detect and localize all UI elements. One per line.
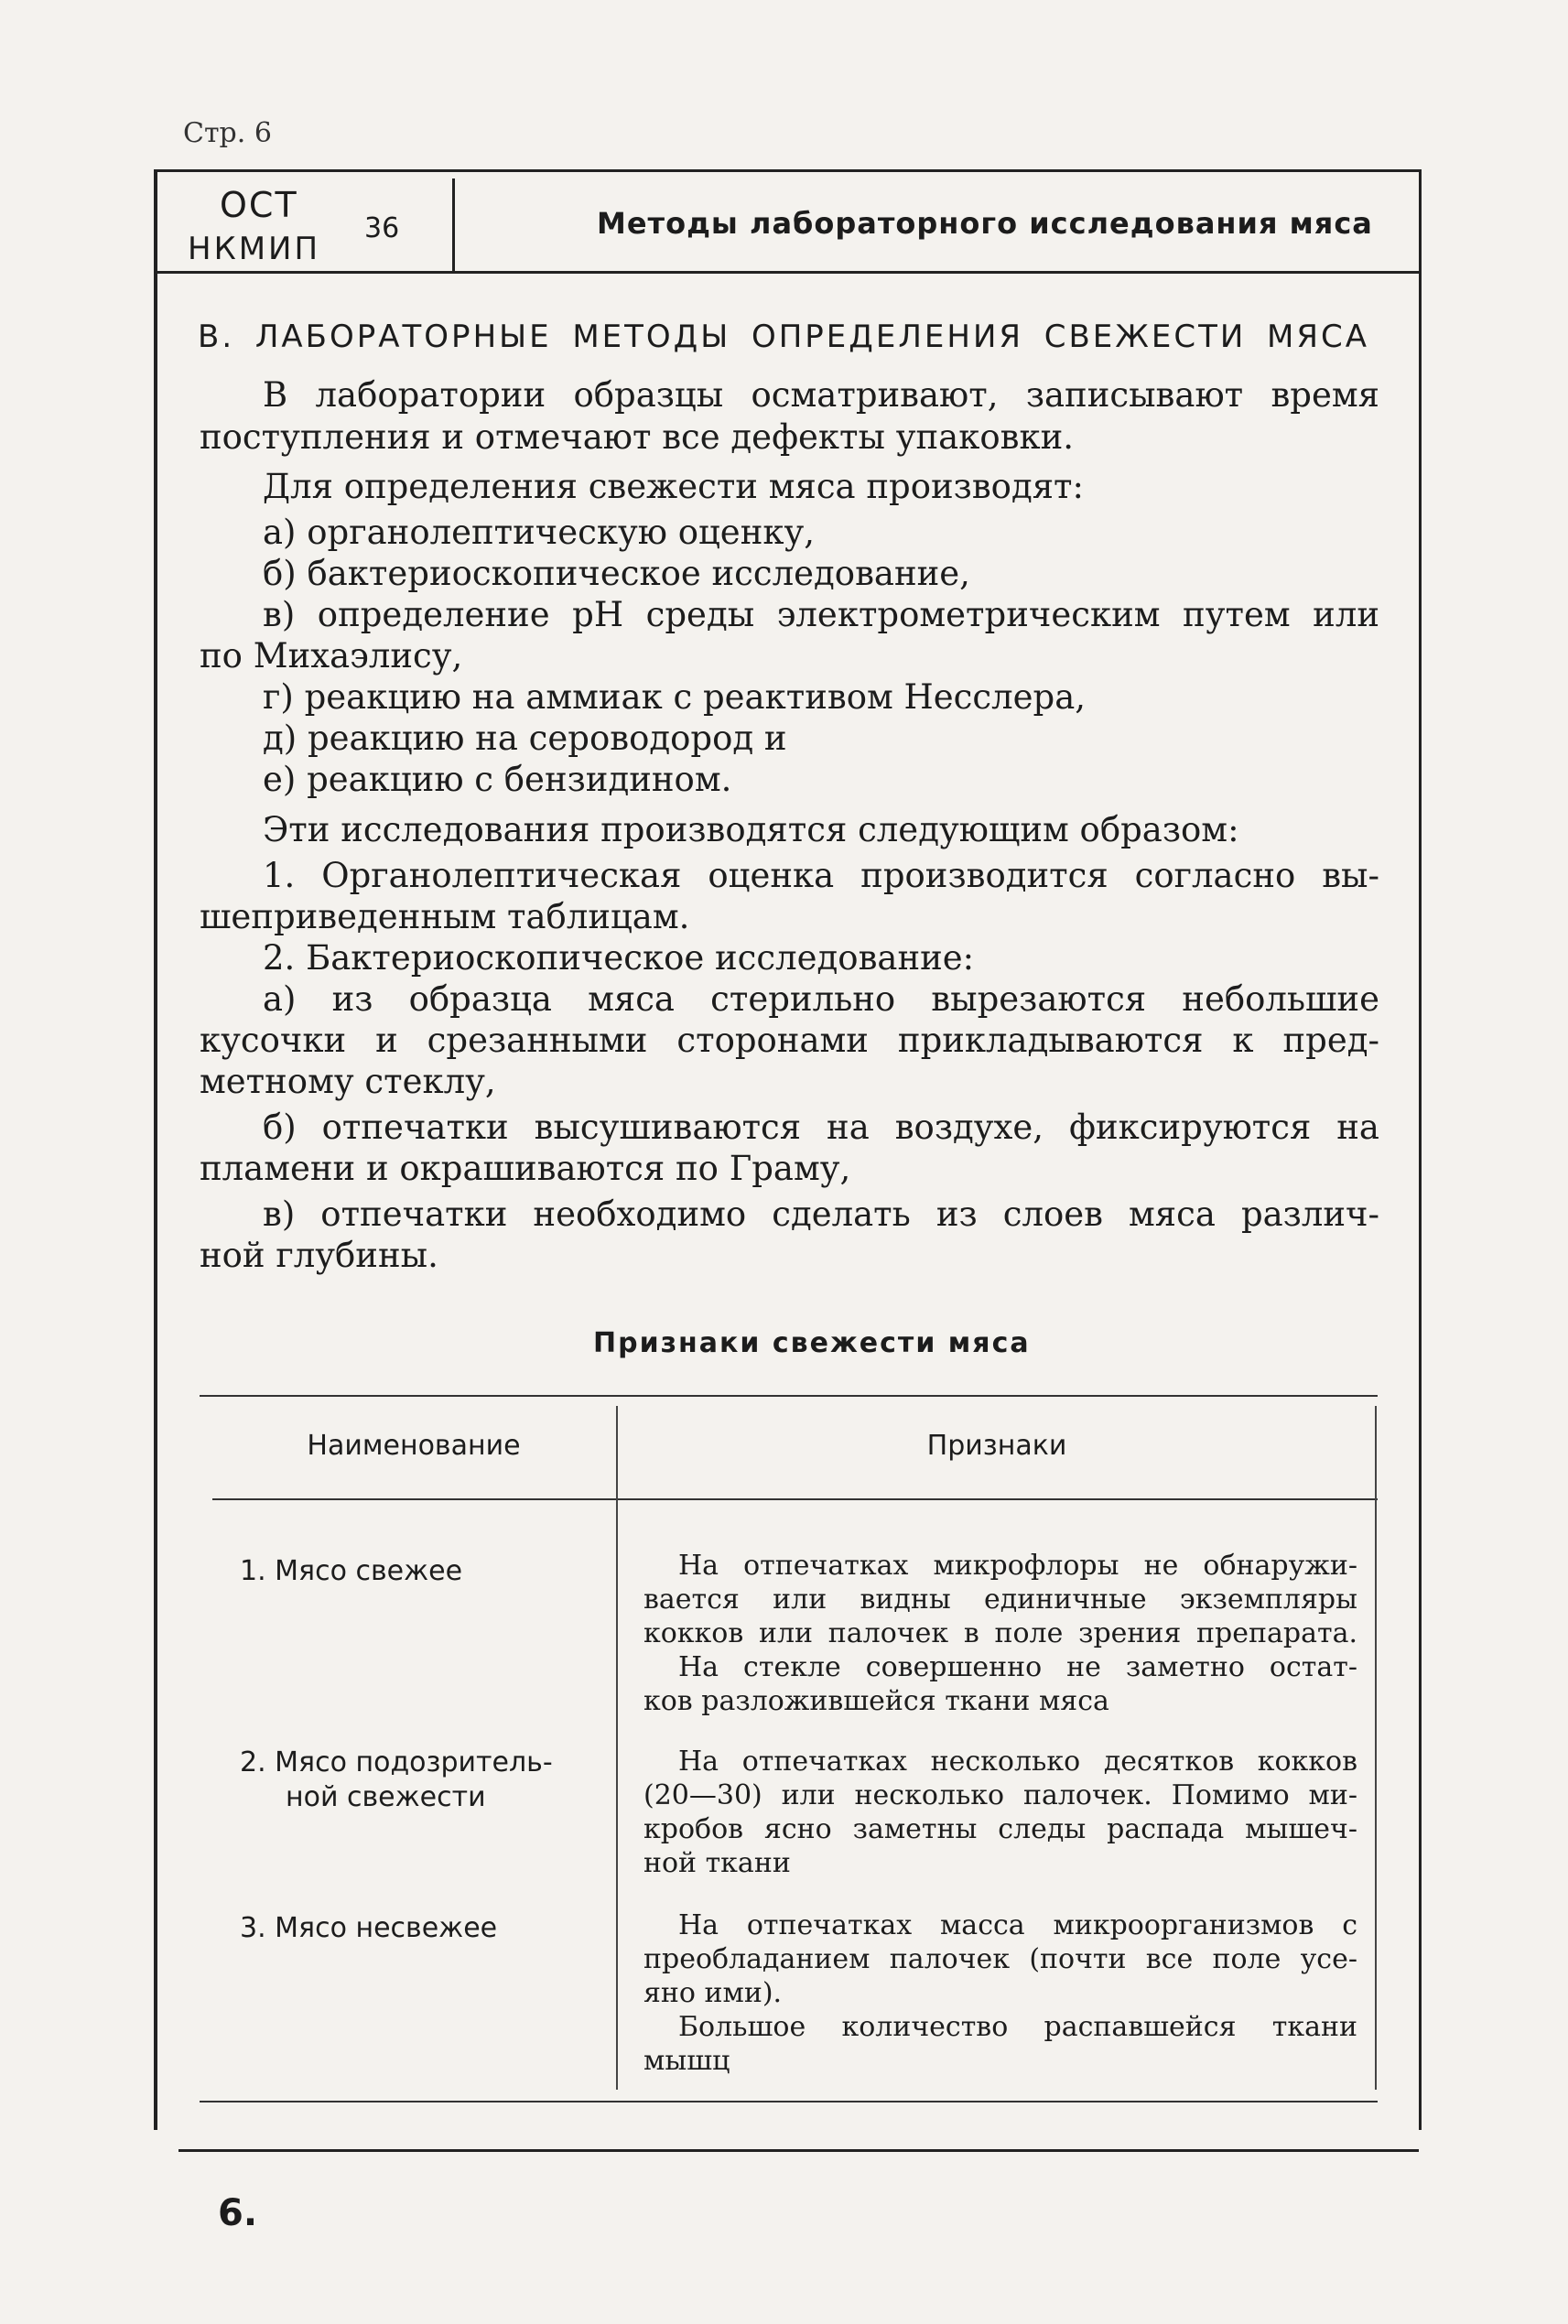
list-item: по Михаэлису, xyxy=(200,636,463,676)
footer-rule xyxy=(178,2149,1419,2152)
list-item: г) реакцию на аммиак с реактивом Несслера, xyxy=(263,677,1087,717)
column-header-signs: Признаки xyxy=(926,1430,1067,1462)
list-item: а) органолептическую оценку, xyxy=(263,513,816,552)
page-label: Стр. 6 xyxy=(183,117,272,149)
header-bottom-rule xyxy=(154,271,1422,274)
table-row-signs: На отпечатках несколько десятков кокков (20—30) или несколько палочек. Помимо ми- кробов ясно заметны следы распада мышеч- ной ткани xyxy=(643,1746,1357,1879)
paragraph-line: кусочки и срезанными сторонами прикладываются к пред- xyxy=(200,1021,1379,1060)
table-right-edge xyxy=(1375,1406,1377,2090)
paragraph-line: Для определения свежести мяса производят: xyxy=(263,467,1084,506)
table-column-divider xyxy=(616,1406,618,2090)
paragraph-line: Эти исследования производятся следующим образом: xyxy=(263,810,1239,849)
list-item: б) бактериоскопическое исследование, xyxy=(263,554,970,593)
paragraph-line: 1. Органолептическая оценка производится согласно вы- xyxy=(263,856,1379,895)
table-bottom-rule xyxy=(200,2101,1378,2102)
list-item: е) реакцию с бензидином. xyxy=(263,760,732,799)
paragraph-line: 2. Бактериоскопическое исследование: xyxy=(263,938,975,978)
table-row-name: 1. Мясо свежее xyxy=(240,1555,463,1587)
paragraph-line: а) из образца мяса стерильно вырезаются небольшие xyxy=(263,979,1379,1019)
paragraph-line: поступления и отмечают все дефекты упаковки. xyxy=(200,417,1075,457)
paragraph-line: ной глубины. xyxy=(200,1236,438,1275)
table-row-signs: На отпечатках масса микроорганизмов с преобладанием палочек (почти все поле усе- яно ими). Большое количество распавшейся ткани мышц xyxy=(643,1909,1357,2077)
document-title: Методы лабораторного исследования мяса xyxy=(597,206,1373,241)
table-caption: Признаки свежести мяса xyxy=(593,1327,1031,1359)
list-item: д) реакцию на сероводород и xyxy=(263,719,787,758)
list-item: в) определение pH среды электрометрическим путем или xyxy=(263,595,1379,634)
standard-code: ОСТ xyxy=(220,185,298,225)
frame-left-rule xyxy=(154,169,157,2130)
standard-number: 36 xyxy=(364,212,400,244)
table-row-signs: На отпечатках микрофлоры не обнаружи- вается или видны единичные экземпляры кокков или палочек в поле зрения препарата. На стекле совершенно не заметно остат- ков разложившейся ткани мяса xyxy=(643,1550,1357,1717)
frame-right-rule xyxy=(1419,169,1422,2130)
table-top-rule xyxy=(200,1395,1378,1397)
header-separator xyxy=(452,178,455,271)
table-row-name: 2. Мясо подозритель- ной свежести xyxy=(240,1746,553,1813)
column-header-name: Наименование xyxy=(307,1430,521,1462)
paragraph-line: пламени и окрашиваются по Граму, xyxy=(200,1149,851,1188)
section-heading: В. ЛАБОРАТОРНЫЕ МЕТОДЫ ОПРЕДЕЛЕНИЯ СВЕЖЕСТИ МЯСА xyxy=(198,319,1369,355)
paragraph-line: в) отпечатки необходимо сделать из слоев мяса различ- xyxy=(263,1194,1379,1234)
paragraph-line: В лаборатории образцы осматривают, записывают время xyxy=(263,375,1379,415)
page-number: 6. xyxy=(218,2192,258,2234)
table-row-name: 3. Мясо несвежее xyxy=(240,1912,498,1944)
table-header-rule xyxy=(212,1498,1378,1500)
paragraph-line: метному стеклу, xyxy=(200,1062,496,1101)
paragraph-line: б) отпечатки высушиваются на воздухе, фиксируются на xyxy=(263,1108,1379,1147)
frame-top-rule xyxy=(154,169,1422,172)
ministry-code: НКМИП xyxy=(188,231,321,267)
paragraph-line: шеприведенным таблицам. xyxy=(200,897,690,936)
